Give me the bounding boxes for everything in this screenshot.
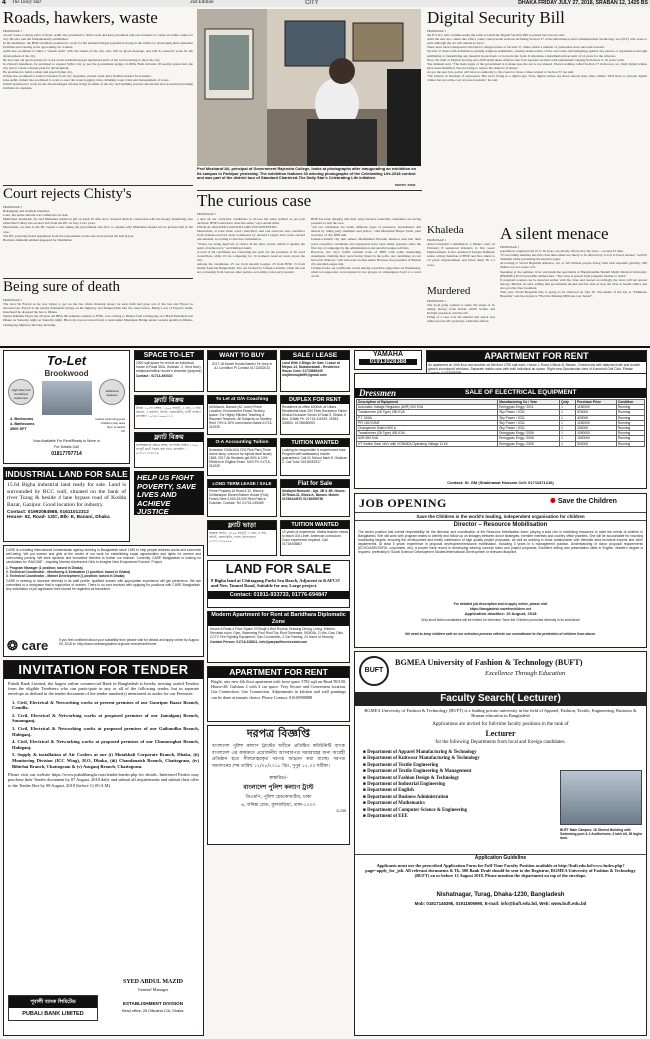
job-title: JOB OPENING <box>359 496 447 510</box>
long-term-lease-ad <box>207 479 277 517</box>
table-header-cell: Purchase Price <box>576 400 617 405</box>
table-cell: Running <box>616 415 644 420</box>
job-body: The senior position has overall responsibility for the direction and coordination of the Resource Mobilisation team; playing a lead role in mobilising resources to meet the needs of children in Bangladesh. She will work with program teams to identify and follow up on linkages between donor strategies, member interests and country office priorities. She will be accountable for reaching fundraising targets, ensuring the development and timely submission of high quality project proposals, as well as working in close collaboration with thematic area technical experts and other departments. At least 5 years' experience in proposal development/resource mobilisation, including 3 years in a management position. Understanding of donor proposal requirements (ECHO/ASEO/DFID, corporates, etc), a proven track record in developing winning concept notes and project proposals. Excellent writing and presentation skills in English. Master's degree is required, preferably in Social Science/ Development Studies/International Development or relevant discipline. <box>358 530 644 554</box>
photo-caption: Prof Mosharof Ali, principal of Government Rajendra College, looks at photographs after inaugurating an exhibition on its campus in Faridpur yesterday. The exhibition features 43 winning photographs of the Celebrating Life-2018 contest and was part of the district tour of Standard Chartered-The Daily Star's Celebrating Life initiative. <box>197 166 417 181</box>
tolet-amenity: Children play area <box>100 421 125 425</box>
table-header-cell: Qnty <box>560 400 576 405</box>
care-logo <box>7 638 48 654</box>
table-header-cell: Condition <box>616 400 644 405</box>
table-cell: 150000 <box>576 426 617 431</box>
table-header-cell: Description of Equipment <box>357 400 498 405</box>
tender-list <box>4 699 203 771</box>
article-headline: Murdered <box>427 285 471 297</box>
buft-address: Nishatnagar, Turag, Dhaka-1230, Bangladesh <box>436 892 565 898</box>
table-cell: Running <box>616 405 644 410</box>
ad-body: Looking for responsible & experienced tutor. Program with satisfactory results guaranteed. Call 01 School Mark 8. Gulshan 2. Call Tutor 01918057817 <box>282 448 348 464</box>
yamaha-logo: YAMAHA <box>372 351 404 358</box>
land-sale-ad <box>207 560 350 608</box>
tolet-ad <box>3 350 130 464</box>
ad-title: DUPLEX FOR RENT <box>281 396 349 404</box>
table-cell: Energypac Engg / 2006 <box>498 441 560 446</box>
khaleda-article <box>427 225 495 285</box>
death-article <box>3 280 193 342</box>
ad-body: Schedule ICMA ACA CFA Plus Part (Three scene story, cost not for topical level issue) 1818, 2017 All Students get 80% & 10% Efficient in Eligible Exam. DAS Ph: 01715-311925 <box>209 448 273 468</box>
stc-icon: ✺ <box>550 498 558 505</box>
tolet-amenities <box>70 417 125 433</box>
pubali-logo-mark: পূবালী ব্যাংক লিমিটেড <box>9 996 97 1008</box>
article-body: The local gang wanted to settle the target of be taking money from Rabiu which Sohan and Rafiqul protested, said the OC. Filing of a case over the murder and attack was under process till yesterday, added the officer. <box>427 303 495 324</box>
date-line: DHAKA FRIDAY JULY 27, 2018, SRABAN 12, 1425 BS <box>518 0 648 6</box>
buft-contact: Mob: 01817146395, 01911506990, E-mail: info@buft.edu.bd, Web: www.buft.edu.bd <box>414 901 587 906</box>
job-note: Only short listed candidates will be invited for interview. Save the Children promotes diversity in its workforce! <box>420 618 581 622</box>
police-tender-ad <box>207 725 350 845</box>
tender-item: 4. Civil, Electrical & Networking works at proposed premises of our Chunarughat Branch, Habiganj. <box>12 739 199 750</box>
ad-title: TUITION WANTED <box>281 521 349 529</box>
table-cell: 400000 <box>576 415 617 420</box>
tolet-feature: 4- Bedrooms <box>10 417 34 421</box>
ad-title: Modern Apartment for Rent at Baridhara Diplomatic Zone <box>208 612 349 626</box>
sale-lease-ad <box>280 350 350 392</box>
job-opening-ad <box>354 493 647 648</box>
article-headline: Roads, hawkers, waste <box>3 8 158 27</box>
table-cell: 500000 <box>576 441 617 446</box>
ad-title: দরপত্র বিজ্ঞপ্তি <box>246 727 311 740</box>
ad-title: ফ্ল্যাট বিক্রয় <box>135 396 203 405</box>
department-label: Department of English <box>367 788 414 794</box>
dressmen-ad <box>354 373 647 489</box>
ad-title: TUITION WANTED <box>281 439 349 447</box>
tender-division: ESTABLISHMENT DIVISION <box>122 1001 184 1006</box>
table-cell: 1500000 <box>576 436 617 441</box>
care-logo-icon: ❂ <box>7 638 22 653</box>
edition: 2nd Edition <box>190 0 214 5</box>
table-cell: Transformer (Oil Type) 250 KVA <box>357 410 498 415</box>
table-cell: Running <box>616 436 644 441</box>
care-job-ad <box>3 545 204 657</box>
ad-org: বাংলাদেশ পুলিশ কল্যাণ ট্রাস্ট <box>243 784 314 792</box>
article-dateline: FROM PAGE 1 <box>427 299 447 303</box>
section-name: CITY <box>305 0 319 6</box>
ad-body: 2300 sqft space for rent at an individual house in Road 35/A, Gulshan -2, Grnd floor), restaurant/office/ doctor's chamber (purpose) <box>136 361 203 373</box>
tuition-wanted-ad-1 <box>280 438 350 476</box>
tender-signer: SYED ABDUL MAZID <box>122 979 183 985</box>
silent-article <box>500 225 647 345</box>
article-dateline: FROM PAGE 1 <box>500 245 520 249</box>
ad-body: উত্তরা ১০ নং সেক্টর, ১৫০০ বর্গফুট, ৩ বেড, ৩ বাথ, কিচেন, ২ বারান্দা, লিফট, জেনারেটর, গাড়ী পার্কিং। মোবাইল : ০১৯১১০০০১১৩ <box>136 406 203 418</box>
tuition-wanted-ad-2 <box>280 520 350 556</box>
table-cell: 1050000 <box>576 431 617 436</box>
buft-guideline-title: Application Guideline <box>355 854 646 862</box>
job-intro: Save the Children is the world's leading, independent organisation for children <box>355 512 646 521</box>
dressmen-contact: Contact: Sr. GM (Shakhawat Hossain Cell: 01711371216) <box>447 480 554 485</box>
table-cell: Energypac Engg / 2006 <box>498 431 560 436</box>
department-label: Department of Industrial Engineering <box>367 782 446 788</box>
tender-ad <box>3 660 204 1036</box>
tender-address: Head office, 26 Dilkusha C/A, Dhaka. <box>121 1009 185 1013</box>
department-label: Department of Textile Engineering & Management <box>367 769 472 775</box>
stc-logo <box>550 497 617 505</box>
ad-body: An apartment on 10th floor and another on 5th floor 2750 sqft each. House-1 Road-4 Block-B, Banani, 3 bedrooms with attached bath and double glazed soundproof windows. Separate maids room with both individual air space. Right view Spectacular view of Kumoholi Golf Club. Please <box>428 363 641 371</box>
tender-intro: Pubali Bank Limited, the largest online commercial Bank in Bangladesh is hereby inviting sealed Tenders from the eligible Tenderers who can participate in any or all of the following tender, but in separate envelope as defined in the tender document of the tender number(s) mentioned as under for our Premises: <box>8 681 199 697</box>
table-cell: Running <box>616 410 644 415</box>
table-cell: 1 <box>560 420 576 425</box>
ad-title: SPACE TO-LET <box>135 351 203 360</box>
job-footer: We need to keep children safe so our selection process reflects our commitment to the protection of children from abuse. <box>405 632 596 636</box>
ad-title: APARTMENT FOR RENT <box>208 667 349 678</box>
tolet-badge-2: additional features <box>99 379 125 405</box>
article-body: population, ranging from 10 to 30 years, are mostly affected by the virus -- around 25 lakh. "If one family member has this virus then others are likely to be affected by it as it is blood related," said Dr Shahinul while presenting his keynote paper. According to World Hepatitis Alliance, out of 325 million people living with viral hepatitis globally, 290 million are not aware of it. Speaking at the seminar, liver and medicine specialists at Bangabandhu Sheikh Mujib Medical University (BSMMU) Prof Nooruddin Ahmed said, "The virus is spread from pregnant mother to child." If pregnant women can be detected earlier with the virus and treated accordingly the virus will not spread among children, he said, adding that government should run free tests at stop the virus at health clinics and also provide free treatment. This year, World Hepatitis Day is going to be observed on July 28. The theme of the day is "Eliminate Hepatitis" and the slogan is "Find the Missing Millions. Get Tested". <box>500 249 647 299</box>
table-cell: Sky Power / 2011 <box>498 415 560 420</box>
table-cell: Automatic Voltage Regulator (AVR) 200 KVA <box>357 405 498 410</box>
table-cell: 1150000 <box>576 420 617 425</box>
department-label: Department of Apparel Manufacturing & Technology <box>367 750 477 755</box>
page-number: 4 <box>2 0 6 6</box>
buft-faculty-ad <box>354 651 647 1036</box>
table-cell: 1 <box>560 415 576 420</box>
faculty-search-title: Faculty Search( Lecturer) <box>355 692 646 706</box>
masthead <box>0 0 650 7</box>
ad-title: SALE / LEASE <box>281 351 349 360</box>
table-cell: Sky Power / 2011 <box>498 426 560 431</box>
department-label: Department of Business Administration <box>367 794 449 800</box>
apartment-rent-ad-2 <box>207 666 350 722</box>
tolet-title: To-Let <box>46 353 87 368</box>
pubali-logo-text: PUBALI BANK LIMITED <box>22 1011 84 1017</box>
tender-role: General Manager <box>137 987 169 992</box>
table-cell: 1 <box>560 436 576 441</box>
space-tolet-ad <box>134 350 204 392</box>
article-dateline: FROM PAGE 1 <box>197 212 217 216</box>
tender-item: 5. Supply & installation of Air Coolers at our (i) Motakhali Corporate Branch, Dhaka, (ii) Monitoring Division (ICC Wing), H.O, Dhaka, (iii) Chandanaish Branch, Chattogram, (iv) Bibirhat Branch, Chattogram & (v) Asuganj Branch, Chattogram. <box>12 752 199 769</box>
department-list <box>363 750 553 820</box>
ad-title: INDUSTRIAL LAND FOR SALE <box>5 469 128 479</box>
pubali-logo <box>8 995 98 1021</box>
care-intro: CARE is a leading international humanitarian agency working in Bangladesh since 1949 to help people address social and economic well-being. We put women and girls at the center of our work for establishing equal opportunities and rights for women and overcoming poverty. We seek dynamic and innovative thinkers to further our mission. Currently, CARE Bangladesh is looking for candidates for 'IMAGINE' - Inspiring Married Adolescent Girls to Imagine New Empowered Futures" Project <box>6 548 202 564</box>
tolet-phone: 01817797714 <box>51 451 82 457</box>
article-body: Anti-Corruption Commission, a Dhaka court on February 8 sentenced Khaleda to five years' imprisonment. It also sentenced Tarique Rahman, senior acting chairman of BNP, and five others to 10 years' imprisonment and fined them Tk 2.1 crore. <box>427 242 496 267</box>
ad-title: To Let at O/A Coaching <box>208 396 276 404</box>
job-deadline: Application deadline: 10 August, 2018 <box>464 611 537 616</box>
table-header-cell: Manufacturing Co / Year <box>498 400 560 405</box>
dressmen-logo: Dressmen <box>359 388 397 398</box>
table-cell: Running <box>616 431 644 436</box>
job-link[interactable]: https://bangladesh.savethechildren.net <box>469 607 532 611</box>
article-headline: Khaleda <box>427 224 464 236</box>
department-label: Department of Fashion Design & Technology <box>367 775 460 781</box>
flat-rent-bangla-ad <box>207 520 277 556</box>
chisty-article <box>3 187 193 277</box>
article-headline: A silent menace <box>500 224 609 243</box>
table-cell: Running <box>616 420 644 425</box>
buft-logo: BUFT <box>359 656 389 686</box>
table-cell: 1 <box>560 431 576 436</box>
tender-note: Please visit our website https://www.pubalibangla.com/tender/tender.php for details. Interested Parties may purchase their Tender document by 07 August, 2018 daily and submit all requirements and submit their offer to the Tender Box by 08 August, 2018 (before 11.00 A.M). <box>8 772 199 788</box>
tolet-features <box>10 417 34 432</box>
table-cell: Sky Power / 2011 <box>498 410 560 415</box>
tender-title: INVITATION FOR TENDER <box>4 661 203 679</box>
flat-sale-ad-3 <box>280 479 350 517</box>
tolet-amenity: Lift <box>120 429 125 433</box>
help-fight-banner <box>134 471 204 515</box>
table-row <box>357 441 645 446</box>
paper-name: The Daily Star <box>12 0 42 5</box>
article-dateline: FROM PAGE 1 <box>427 29 447 33</box>
bullet-icon: ■ <box>363 775 368 781</box>
table-cell: 1 <box>560 441 576 446</box>
article-column-1: a deal all our councillor candidates to choose the same symbol as per past decision, BNP would have done the same," says Abdul Alim. FOUR AL-BACKED COUNCILLORS UNCONTESTED Meanwhile, at least three ward councillors and one reserved seat councillor from female-reserved seats nominated by Awami League have been elected uncontested, according to election commission. "Voters are being deprived of choice in the three wards, which is against the spirit of democracy," said Rafiqul Alam. A total of 94 candidates are contesting the polls for the positions of 30 ward councillors, while 16 are competing for 10 women's reserved seats across the city. Among the candidates, 25 are from Awami League, 23 from BNP, 15 from Islami Andolon Bangladesh, five are backed by Jamaat-e-Islami, while the rest are contesting from various other parties, according to the party leaders. <box>197 217 305 275</box>
article-body: on soft zones to many parts of Peter. Azhil also promised to build roads and keep pavement and rear hawkers to create an online centre for city. He also said the fundamentally established. In the manifesto, the BNP candidate promised to work for the underprivileged population living in the slums; by developing their sanitation facilities and creating work opportunity for women. Azhil also promised to build a "dream team" with the results of the city, who will be given massage, and will do research work for the development of the city. He also laid out special plans for work on the underdeveloped unplanned parts of his ward wanting to show the city. In Zubair's manifesto, he promised to expand Sylhet city as per the government gadget of 2006. Both includes 18 nearby unions into the city and to create a master plan for development. He promised to build a smart and green Sylhet city. Zubair also promised to remove hawkers from city footpaths, extend roads and a flexible market for hawkers. Like Azhil, Zubair also promised to work to steer the water-logging crisis, drinking water crisis and management of waste. Zubair promised to work for the disadvantaged citizens living in slums of the city and building several educational and recreational training facilities for students. <box>3 33 193 91</box>
ad-body: House-5 Road-4 Floor Space 3700sqft 4 Bed Rooms, Drawing Dining, Living, Kitchen, Servants room, Gym, Swimming Pool Roof Top Roof Generator, 500KVA, 2 Lifts, Gas, Dish, CCTV Fire Fighting Equipment, Gas Connection, 2 Car Parking, 24 hours of Security <box>210 627 345 639</box>
table-cell: Changeover Switch 600 A <box>357 426 498 431</box>
ad-contact: Contact Person: 01716-318811, info@parpacifiservicesbd.com <box>210 640 308 644</box>
table-cell: 1 <box>560 426 576 431</box>
bullet-icon: ■ <box>363 769 368 775</box>
buft-apps: Applications are invited for full-time faculty positions in the rank of <box>432 722 569 727</box>
table-cell: Energypac Engg / 2011 <box>498 405 560 410</box>
table-cell: 1 <box>560 405 576 410</box>
job-details: For detailed job description and to apply online, please visit <box>453 602 548 606</box>
ad-body: বাংলাদেশ পুলিশ কল্যাণ ট্রাস্টের অধীনে প্রতিষ্ঠিত কমিউনিটি ব্যাংক বাংলাদেশ এর কার্যক্রমে প্রয়োজনীয় আসবাবপত্র সরবরাহের জন্য আগ্রহী প্রতিষ্ঠান হতে সীলমোহরকৃত দরপত্র আহ্বান করা যাচ্ছে। দরপত্র জমাদানের শেষ তারিখ ১২/০৮/২০১৮ খ্রিঃ, দুপুর ১২.০০ ঘটিকা। <box>212 744 345 769</box>
ad-title: LAND FOR SALE <box>208 561 349 577</box>
ad-body: Bright, airy new 4th floor apartment with front space 3782 sqft on Road 99/100, House-28, Gulshan 2 with 2 car space. Very Secure and Convenient location. Gas Connection. Gas Connection. Adjustments in kitchen and wall paintings can be done at tenants choice. Please Contact: 01618998888 <box>211 679 346 700</box>
ad-body: Residence at office 6000sft. at Uttara Residential Near 250 Plots Reception Fahim Dhaka Exclusive Sector 6 Road 9, Dhaka, 8 Bed, 8 Bath Ph: 01715-311925, 01983-333600, 01758080000 <box>282 405 348 425</box>
yamaha-ad <box>354 350 422 370</box>
article-headline: Digital Security Bill <box>427 8 565 27</box>
ad-body: Prime Property At Road # 32, Ward-6, Chittaranjan Dream Bottom House (Fully Fresh) Rent 3,000-15,000 Rent Flats in Gulshan. Contact: Tel: 01731-045489 <box>209 489 270 505</box>
department-label: Department of Computer Science & Engineering <box>367 807 468 813</box>
department-label: Department of Textile Engineering <box>367 762 439 768</box>
bullet-icon: ■ <box>363 756 368 762</box>
article-body: the ICT Act will continue under the same act until the Digital Security Bill is passed into law, he said. After the new law comes into effect, some controversial sections including Section 57 of the Information and Communication Technology Act (ICT) will cease to exist although the act will remain in force. There have been widespread criticism for alleged abuse of Section 57, under which a number of journalists were sued and arrested. Section 57 deals with defamation, hurting religious sentiments, causing deterioration of law and order and instigating against any person or organisation through publishing or transmitting any material in electronic or in electronic form. It stipulates a maximum prison term of 14 years for the offences. Now, the draft of Digital Security Act-2018 splits these offences into four separate sections with punishment ranging from three to 10 years' term. The minister said, "The main target of the government is to make sure the Act is not abused. There's nothing called Section 57 in the new act. Only digital crimes have been identified. We are trying to reduce the chances of abuse." As per the new law, police will have no authority to file cases for those crimes related to Section 57, he said. "We believe in freedom of expression. But we're living in a digital age. Now, digital crimes are more serious than other crimes. We'll have to prevent digital crimes but not at the cost of press freedom," he said. <box>427 33 647 83</box>
tolet-amenity: rooftop swimming pool <box>94 417 125 421</box>
ad-title: APARTMENT FOR RENT <box>427 351 646 362</box>
ad-body: 2017-18 Model Honda Bambo Fe Jeep in A1 Condition Pl Contact 01711532010 <box>211 362 273 370</box>
table-cell: Sky Power / 2011 <box>498 420 560 425</box>
ad-title: LONG TERM LEASE / SALE <box>208 480 276 488</box>
table-body <box>357 405 645 447</box>
job-position: Director – Resource Mobilisation <box>453 522 548 528</box>
photo-illustration <box>197 9 421 166</box>
tolet-badge-1: High Rise Full Furnished Apartment <box>8 379 34 405</box>
ad-body: Land With 3 Bldgs On Sale / Lease at Mirpur-14, Muktasrabadi - Residence House Cont: 01733666445 mujibmmujibl99@gmail.com <box>282 361 341 377</box>
tender-item: 2. Civil, Electrical & Networking works at proposed premises of our Jamalganj Branch, Sunamganj. <box>12 712 199 724</box>
flat-sale-ad-2 <box>134 432 204 468</box>
table-cell: PFI 150 KVAR <box>357 420 498 425</box>
article-dateline: FROM PAGE 1 <box>3 29 23 33</box>
ad-code: D-235 <box>336 809 346 814</box>
ad-body: বসুন্ধরা আ/এ, ১৮০০ বর্গফুট, ৩ বেড, ৪ বাথ, লিফট, জেনারেটর, গ্যাস। যোগাযোগ: ০১৭১১৩৩০০০০ <box>209 531 268 543</box>
security-article <box>427 9 647 214</box>
ad-title: WANT TO BUY <box>208 351 276 360</box>
equipment-table <box>356 399 645 447</box>
ad-contact: Contact : 01713-493023 <box>136 374 173 378</box>
tolet-amenity: Gym & sauna <box>106 425 125 429</box>
care-position: 2. Technical Coordinator - Monitoring & Evaluation (1 position; based in Dhaka) <box>6 570 131 574</box>
care-logo-text: care <box>21 638 49 653</box>
table-cell: 1150000 <box>576 405 617 410</box>
care-apply[interactable]: If you feel confident about your suitability then please visit for details and apply online by August 05, 2018 in: http://www.carebangladesh.org/care-recruitment/home <box>59 638 200 646</box>
article-headline: Court rejects Chisty's <box>3 186 132 202</box>
buft-tagline: Excellence Through Education <box>485 670 566 677</box>
article-dateline: FROM PAGE 1 <box>3 298 23 302</box>
yamaha-phone: 01913028388 <box>359 359 417 365</box>
buft-campus: BUFT Main Campus: 16 Storied Building with Swimming pool & 2 Auditoriums, 6 lakh sft, 36 bigha land. <box>560 828 643 840</box>
tender-item: 1. Civil, Electrical & Networking works at present premises of our Gouripur Bazar Branch, Comilla. <box>12 699 199 711</box>
buft-rank: Lecturer <box>485 729 516 738</box>
ad-sign: স্বাক্ষরিত/- <box>269 776 288 782</box>
accounting-tuition-ad <box>207 438 277 476</box>
bullet-icon: ■ <box>363 750 368 755</box>
article-headline: The curious case <box>197 191 312 210</box>
ad-contact: Contact: 01911-933733, 01776-694847 <box>208 591 349 599</box>
photo-credit: PHOTO: STAR <box>395 183 416 187</box>
bullet-icon: ■ <box>363 788 368 794</box>
buft-campus-image <box>560 770 642 825</box>
modern-apartment-ad <box>207 611 350 663</box>
dressmen-subtitle: SALE OF ELECTRICAL EQUIPMENT <box>465 389 577 396</box>
buft-intro: BGMEA University of Fashion & Technology (BUFT) is a leading private university in the field of Apparel, Fashion, Textile, Engineering, Business & Human education in Bangladesh <box>364 708 637 719</box>
article-dateline: FROM PAGE 3 <box>3 205 23 209</box>
buft-apply: Applicants must use the prescribed Application Form for Full-Time Faculty Position available at http://buft.edu.bd/www/index.php?page=apply_for_job. All relevant documents & Tk. 500 Bank Draft should be sent to the Registrar, BGMEA University of Fashion & Technology (BUFT) on or before 12 August 2018. Please mention the department on top of the envelope. <box>365 863 636 879</box>
tolet-brand: Brookwood <box>44 369 89 378</box>
coaching-tolet-ad <box>207 395 277 435</box>
buft-title: BGMEA University of Fashion & Technology (BUFT) <box>395 658 583 667</box>
banner-text: HELP US FIGHT POVERTY, SAVE LIVES AND ACHIEVE JUSTICE <box>137 473 197 516</box>
ad-body: 8 Bigha land at Chittagong Parki Sea Beach, Adjacent to KAFCO and New Tunnel Road, Suitable for any Large project. <box>211 578 340 589</box>
ad-address: House- 52, Road- 13/C, Blk- E, Banani, Dhaka <box>7 515 110 521</box>
table-cell: 920000 <box>576 410 617 415</box>
exhibition-photo <box>197 9 421 166</box>
ad-title: O-A Accounting Tuition <box>208 439 276 447</box>
care-note: CARE is seeking to increase diversity in its staff profile; qualified women with appropriate experience will get preference. We are committed to a workplace that is supportive of women. There is no cost involved with applying for positions with CARE Bangladesh. Any solicitation of job applicants' fees should be regarded as fraudulent. <box>6 579 202 591</box>
table-cell: Running <box>616 426 644 431</box>
tender-item: 3. Civil, Electrical & Networking works at proposed premises of our Gaibandha Branch, Habiganj. <box>12 725 199 737</box>
department-label: Department of Mathematics <box>367 801 425 807</box>
department-label: Department of EEE <box>367 814 408 820</box>
table-cell: Energypac Engg / 2006 <box>498 436 560 441</box>
ad-body: Shafayet Bonoshi - Apt. 2B & 4B. House-30 Road-31, Block-K, Banani. Mobile 01783444970 01740999750 <box>282 489 346 501</box>
bullet-icon: ■ <box>363 801 368 807</box>
ad-title: Flat for Sale <box>281 480 349 488</box>
department-label: Department of Knitwear Manufacturing & Technology <box>367 756 480 762</box>
bullet-icon: ■ <box>363 782 368 788</box>
building-image <box>42 381 92 415</box>
murdered-article <box>427 286 495 346</box>
table-cell: AVR 650 KVA <box>357 436 498 441</box>
department-item <box>363 814 553 820</box>
want-to-buy-ad <box>207 350 277 392</box>
ad-body: 15.64 Bigha industrial land ready for sale. Land is surrounded by RCC wall, situated on the bank of river Turag & beside 4 lane bypass road of Kodda Bazar, Gazipur. Good location for industry. <box>7 482 126 508</box>
bullet-icon: ■ <box>363 794 368 800</box>
article-column-2: BNP has been alleging that their party-backed councillor candidates are facing pressure to quit the race. "All our candidates are under different types of pressures, harassments and threats by ruling party members and police," said Mesbahul Haque Tarik, joint secretary of city BNP unit. Jamaat-e-Islami city unit Ameer Mohammad Hossain Khokon said that their ward councillor candidates and supporters have been under pressure since the first day of campaign by the administration and Awami League activists. However, the city's traffic tourism work of BNP with some misleading statements claiming they were facing threat in the polls, our candidates do not have fair chances," said Advocate Golam Azher Hossain, the president of Barisal city Awami League unit. Clashes broke out at different wards among councillor supporters on Wednesday, when ten supporters were injured in two groups of campaigners loyal to a ward on 20. <box>311 217 421 279</box>
buft-for: for the following Departments from local and foreign candidates. <box>435 740 566 745</box>
curious-article <box>197 192 422 342</box>
tolet-availability: Now Available For Rent/Ready to Move in <box>33 439 100 443</box>
table-cell: Running <box>616 441 644 446</box>
industrial-land-ad <box>3 467 130 542</box>
article-body: Bakshiganj and Gulshan branches. Later, the entire amount was withdrawn in cash. Mahbubul, Rashedul, Zia and Mamunur landed in jail on April 10 after ACC arrested them in connection with the money laundering case while Bazi Chisty has secured bail from the HC on July 4 two years. Meanwhile, on June 6, the HC issued a rule asking the government and ACC to explain why Mahbubul should not be granted bail in the case. The HC yesterday heard arguments from the respondents on the rule and rejected the bail prayer. Barrister Ahmedul Ahmed appeared for Mahbubul. <box>3 209 193 242</box>
ad-title: ফ্ল্যাট বিক্রয় <box>135 433 203 442</box>
article-headline: Being sure of death <box>3 279 121 295</box>
care-position: 1. Program Manager (1 position; based in Dhaka) <box>6 566 83 570</box>
ad-address: ডিএমপি, পুলিশ হেডকোয়ার্টার, ঢাকা <box>245 795 312 801</box>
tolet-contact: For Details Call <box>54 445 79 449</box>
ad-title: ফ্ল্যাট ভাড়া <box>208 521 276 530</box>
table-cell: 1 <box>560 410 576 415</box>
flat-sale-ad-1 <box>134 395 204 429</box>
roads-article <box>3 9 193 184</box>
table-cell: P.T. 600A <box>357 415 498 420</box>
tolet-feature: 4- Bathrooms <box>10 422 35 426</box>
stc-name: Save the Children <box>557 498 617 505</box>
table-cell: HT Switch Gear 11kV with VCB630A Operating Voltage 11 kV <box>357 441 498 446</box>
duplex-rent-ad <box>280 395 350 435</box>
table-cell: Transformer (Oil Type) 400 KVA <box>357 431 498 436</box>
ad-body: বিশেষজ্ঞদের ক্ষেত্রে প্রশস্ত, নান্দনিক নির্মিত ১৫০০ বর্গফুট ফ্ল্যাট বিক্রয় করা হবে। মোবাইল : ০১৮১১১৭২৮১৯ <box>136 443 200 455</box>
ad-body: 10 years of experience. Maths teacher needs to teach O/A Level, American curriculum. Good experience required. Call 01718408867 <box>282 530 349 546</box>
article-dateline: FROM PAGE 1 <box>427 238 447 242</box>
ad-body: UniMound- Banani (AC room) Prime Location, Environment Peace,Territory space. For Highly Efficient Teaching & Reputed Teachers. All Subjects on Monthly Rent 70% & 30% commission Basis 01715-311925 <box>209 405 273 429</box>
tolet-feature: 3500 SFT <box>10 427 27 431</box>
article-body: The door bit Faysal as he was trying to get on the bus while shouting abuse; he kept faith had gone out of the bus and Faysal as unconscious. Faysal is the nearby Khanabari bridge on the highway and dumped him into the canal below. Being a son of Faysal's death, Intazbazel he dropped the bus to Dhaka. Sabiur Rahman Payel, the 20-year-old BBA 5th semester student at FSIU, was coming to Dhaka from Chittagong on a Harif Paribahan bus Dhaka on Saturday night on Saturday night. His body was recovered from a canal under Madanpur Bridge under Gazaria upazila in Dhaka-Chittagong highway Monday morning. <box>3 302 193 327</box>
ad-contact: Contact: 01992084988, 01611012312 <box>7 510 89 516</box>
bullet-icon: ■ <box>363 814 368 820</box>
care-position: 3. Technical Coordinator - Market Development (1 position; based in Dhaka) <box>6 574 125 578</box>
bullet-icon: ■ <box>363 762 368 768</box>
ad-address-2: ৬, ফনিক্স রোড, ফুলবাড়িয়া, ঢাকা-১০০০ <box>241 803 316 809</box>
bullet-icon: ■ <box>363 807 368 813</box>
